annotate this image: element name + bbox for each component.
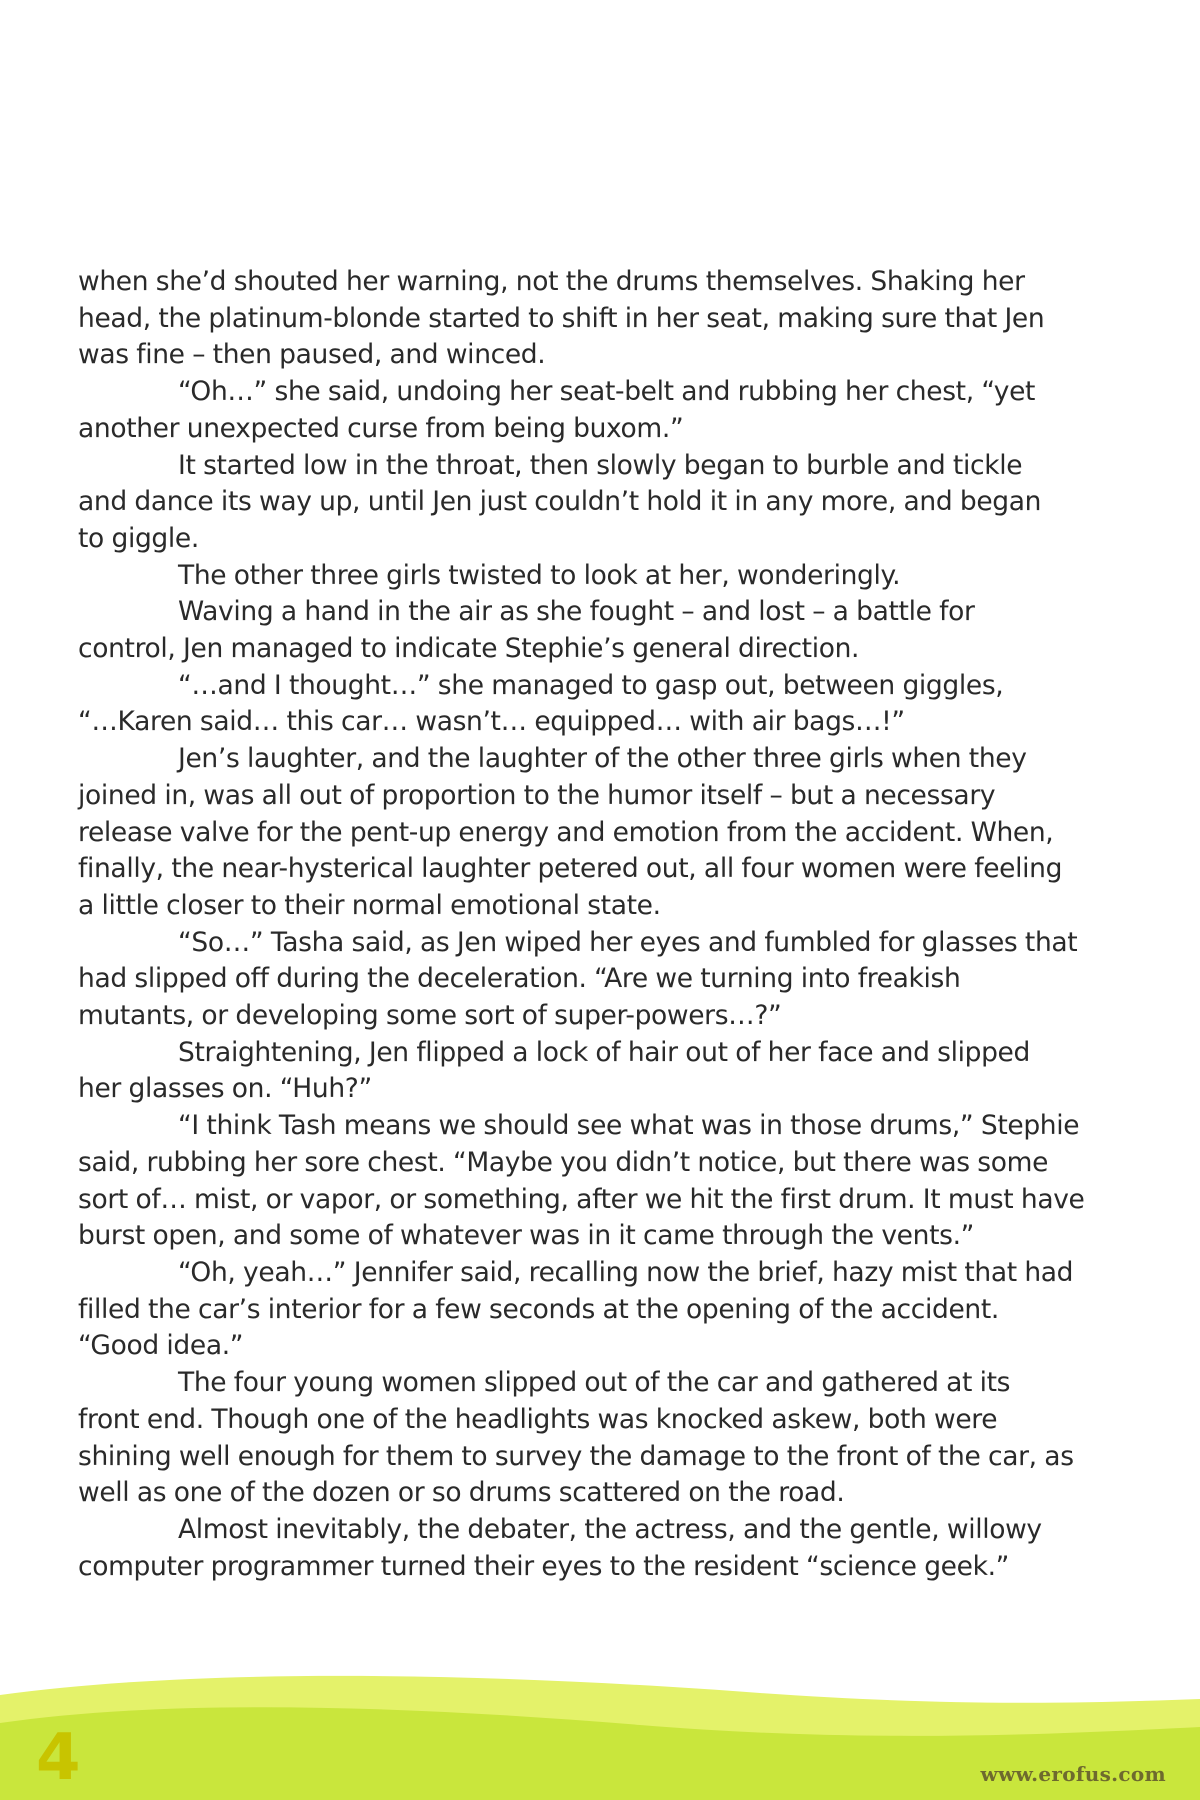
text-line: mutants, or developing some sort of super-powers…?” <box>78 1000 782 1032</box>
paragraph <box>78 264 1128 374</box>
text-line: The other three girls twisted to look at her, wonderingly. <box>178 559 901 591</box>
text-line: burst open, and some of whatever was in it came through the vents.” <box>78 1220 975 1252</box>
paragraph <box>78 1512 1128 1585</box>
paragraph <box>78 374 1128 447</box>
text-line: “…and I thought…” she managed to gasp out, between giggles, <box>178 669 1004 701</box>
text-line: and dance its way up, until Jen just couldn’t hold it in any more, and began <box>78 486 1042 518</box>
text-line: Straightening, Jen flipped a lock of hair out of her face and slipped <box>178 1036 1030 1068</box>
text-line: The four young women slipped out of the car and gathered at its <box>178 1367 1011 1399</box>
text-line: release valve for the pent-up energy and emotion from the accident. When, <box>78 816 1054 848</box>
text-line: control, Jen managed to indicate Stephie’s general direction. <box>78 633 860 665</box>
text-line: “Good idea.” <box>78 1330 244 1362</box>
text-line: It started low in the throat, then slowly began to burble and tickle <box>178 449 1023 481</box>
text-line: another unexpected curse from being buxom.” <box>78 412 684 444</box>
text-line: to giggle. <box>78 522 199 554</box>
paragraph <box>78 1108 1128 1255</box>
text-line: “…Karen said… this car… wasn’t… equipped… with air bags…!” <box>78 706 905 738</box>
text-line: Waving a hand in the air as she fought – and lost – a battle for <box>178 596 975 628</box>
paragraph <box>78 1365 1128 1512</box>
text-line: head, the platinum-blonde started to shift in her seat, making sure that Jen <box>78 302 1045 334</box>
text-line: finally, the near-hysterical laughter petered out, all four women were feeling <box>78 853 1063 885</box>
text-line: said, rubbing her sore chest. “Maybe you didn’t notice, but there was some <box>78 1146 1049 1178</box>
paragraph <box>78 741 1128 925</box>
text-line: “Oh, yeah…” Jennifer said, recalling now the brief, hazy mist that had <box>178 1256 1074 1288</box>
paragraph <box>78 1255 1128 1365</box>
paragraph <box>78 668 1128 741</box>
text-line: when she’d shouted her warning, not the drums themselves. Shaking her <box>78 266 1025 297</box>
text-line: joined in, was all out of proportion to the humor itself – but a necessary <box>78 779 996 811</box>
paragraph <box>78 558 1128 595</box>
text-line: filled the car’s interior for a few seconds at the opening of the accident. <box>78 1293 999 1325</box>
text-line: a little closer to their normal emotional state. <box>78 889 661 921</box>
text-line: well as one of the dozen or so drums scattered on the road. <box>78 1477 845 1509</box>
watermark: www.erofus.com <box>980 1762 1166 1786</box>
page-number: 4 <box>36 1721 81 1795</box>
text-line: “Oh…” she said, undoing her seat-belt and rubbing her chest, “yet <box>178 376 1036 408</box>
text-line: shining well enough for them to survey the damage to the front of the car, as <box>78 1440 1074 1472</box>
text-line: “I think Tash means we should see what was in those drums,” Stephie <box>178 1110 1080 1142</box>
text-line: “So…” Tasha said, as Jen wiped her eyes and fumbled for glasses that <box>178 926 1078 958</box>
text-line: Almost inevitably, the debater, the actress, and the gentle, willowy <box>178 1513 1042 1545</box>
text-line: computer programmer turned their eyes to the resident “science geek.” <box>78 1550 1010 1582</box>
paragraph <box>78 448 1128 558</box>
paragraph <box>78 594 1128 667</box>
paragraph <box>78 925 1128 1035</box>
text-line: Jen’s laughter, and the laughter of the other three girls when they <box>178 743 1027 775</box>
text-line: sort of… mist, or vapor, or something, after we hit the first drum. It must have <box>78 1183 1085 1215</box>
text-line: had slipped off during the deceleration. “Are we turning into freakish <box>78 963 961 995</box>
text-line: her glasses on. “Huh?” <box>78 1073 372 1105</box>
text-line: front end. Though one of the headlights was knocked askew, both were <box>78 1403 998 1435</box>
text-line: was fine – then paused, and winced. <box>78 339 546 371</box>
paragraph <box>78 1035 1128 1108</box>
story-text <box>78 264 1128 1585</box>
